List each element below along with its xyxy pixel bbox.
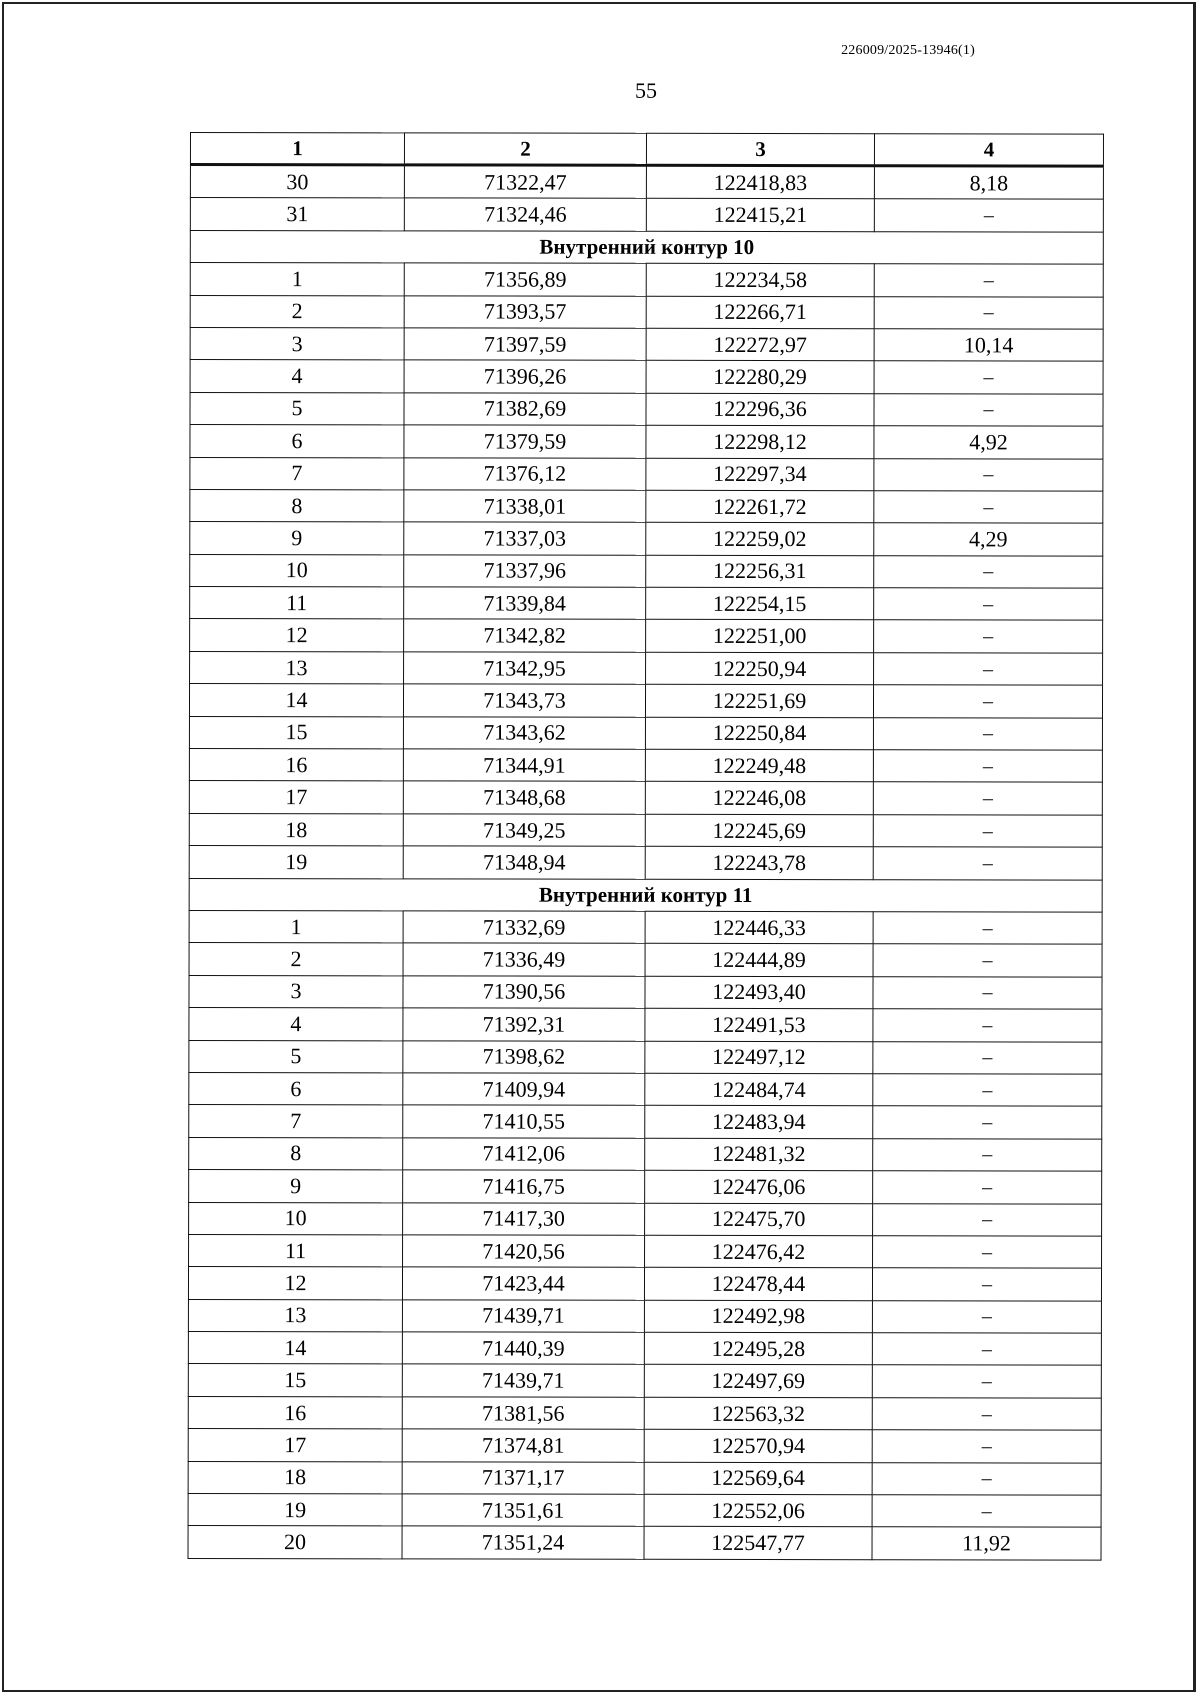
- x-coordinate-cell: 71379,59: [404, 425, 646, 458]
- point-number-cell: 10: [190, 554, 404, 587]
- point-number-cell: 30: [190, 165, 404, 199]
- page-number: 55: [635, 78, 657, 103]
- coordinates-table: [188, 132, 1104, 1560]
- x-coordinate-cell: 71351,24: [402, 1526, 644, 1559]
- table-row: [190, 587, 1103, 621]
- table-row: [189, 975, 1102, 1009]
- distance-cell: –: [874, 620, 1103, 653]
- y-coordinate-cell: 122492,98: [644, 1300, 872, 1333]
- x-coordinate-cell: 71398,62: [403, 1040, 645, 1073]
- table-row: [189, 910, 1102, 944]
- y-coordinate-cell: 122272,97: [646, 328, 874, 361]
- distance-cell: –: [873, 976, 1102, 1009]
- distance-cell: 4,29: [874, 523, 1103, 556]
- y-coordinate-cell: 122256,31: [646, 555, 874, 588]
- table-row: [190, 392, 1103, 426]
- point-number-cell: 8: [189, 1137, 403, 1170]
- y-coordinate-cell: 122254,15: [646, 587, 874, 620]
- point-number-cell: 11: [190, 587, 404, 620]
- table-row: [189, 1105, 1102, 1139]
- x-coordinate-cell: 71348,94: [403, 846, 645, 879]
- distance-cell: –: [874, 653, 1103, 686]
- distance-cell: –: [874, 296, 1103, 329]
- table-row: [188, 1364, 1101, 1398]
- x-coordinate-cell: 71371,17: [402, 1461, 644, 1494]
- y-coordinate-cell: 122484,74: [645, 1073, 873, 1106]
- distance-cell: –: [873, 1171, 1102, 1204]
- table-header: [190, 133, 1103, 167]
- point-number-cell: 11: [189, 1234, 403, 1267]
- distance-cell: –: [874, 199, 1103, 232]
- y-coordinate-cell: 122569,64: [644, 1462, 872, 1495]
- point-number-cell: 9: [189, 1170, 403, 1203]
- table-row: [190, 522, 1103, 556]
- point-number-cell: 14: [189, 684, 403, 717]
- x-coordinate-cell: 71337,96: [404, 555, 646, 588]
- table-row: [189, 1170, 1102, 1204]
- point-number-cell: 7: [189, 1105, 403, 1138]
- point-number-cell: 3: [189, 975, 403, 1008]
- x-coordinate-cell: 71412,06: [403, 1138, 645, 1171]
- point-number-cell: 17: [189, 781, 403, 814]
- y-coordinate-cell: 122495,28: [644, 1332, 872, 1365]
- table-row: [189, 1040, 1102, 1074]
- table-row: [190, 295, 1103, 329]
- table-row: [189, 943, 1102, 977]
- y-coordinate-cell: 122298,12: [646, 425, 874, 458]
- y-coordinate-cell: 122481,32: [645, 1138, 873, 1171]
- point-number-cell: 13: [188, 1299, 402, 1332]
- distance-cell: 4,92: [874, 426, 1103, 459]
- table-row: [188, 1267, 1101, 1301]
- x-coordinate-cell: 71382,69: [404, 393, 646, 426]
- column-header-2: 2: [404, 133, 646, 165]
- point-number-cell: 5: [190, 392, 404, 425]
- table-body: [188, 165, 1103, 1560]
- table-row: [189, 1008, 1102, 1042]
- distance-cell: –: [874, 491, 1103, 524]
- table-row: [188, 1299, 1101, 1333]
- x-coordinate-cell: 71349,25: [403, 814, 645, 847]
- x-coordinate-cell: 71439,71: [402, 1364, 644, 1397]
- point-number-cell: 15: [188, 1364, 402, 1397]
- point-number-cell: 12: [190, 619, 404, 652]
- table-row: [189, 716, 1102, 750]
- point-number-cell: 19: [188, 1494, 402, 1527]
- x-coordinate-cell: 71332,69: [403, 911, 645, 944]
- distance-cell: –: [874, 588, 1103, 621]
- point-number-cell: 13: [190, 651, 404, 684]
- column-header-1: 1: [190, 133, 404, 165]
- point-number-cell: 19: [189, 846, 403, 879]
- x-coordinate-cell: 71417,30: [403, 1202, 645, 1235]
- table-row: [189, 1072, 1102, 1106]
- section-title: Внутренний контур 11: [189, 878, 1102, 912]
- table-row: [188, 1526, 1101, 1560]
- document-id: 226009/2025-13946(1): [841, 43, 975, 58]
- point-number-cell: 16: [188, 1396, 402, 1429]
- x-coordinate-cell: 71420,56: [403, 1235, 645, 1268]
- table-row: [189, 749, 1102, 783]
- y-coordinate-cell: 122563,32: [644, 1397, 872, 1430]
- x-coordinate-cell: 71339,84: [404, 587, 646, 620]
- distance-cell: –: [873, 815, 1102, 848]
- point-number-cell: 9: [190, 522, 404, 555]
- x-coordinate-cell: 71344,91: [403, 749, 645, 782]
- table-row: [188, 1494, 1101, 1528]
- table-row: [190, 165, 1103, 200]
- distance-cell: –: [872, 1268, 1101, 1301]
- y-coordinate-cell: 122444,89: [645, 944, 873, 977]
- table-row: [188, 1332, 1101, 1366]
- x-coordinate-cell: 71397,59: [404, 328, 646, 361]
- table-row: [190, 619, 1103, 653]
- distance-cell: –: [872, 1300, 1101, 1333]
- y-coordinate-cell: 122246,08: [645, 782, 873, 815]
- y-coordinate-cell: 122280,29: [646, 361, 874, 394]
- x-coordinate-cell: 71396,26: [404, 360, 646, 393]
- section-row: [190, 230, 1103, 264]
- distance-cell: –: [873, 717, 1102, 750]
- header-row: [190, 133, 1103, 167]
- y-coordinate-cell: 122547,77: [644, 1527, 872, 1560]
- x-coordinate-cell: 71423,44: [402, 1267, 644, 1300]
- point-number-cell: 7: [190, 457, 404, 490]
- section-title: Внутренний контур 10: [190, 230, 1103, 264]
- point-number-cell: 1: [190, 263, 404, 296]
- distance-cell: –: [873, 750, 1102, 783]
- y-coordinate-cell: 122483,94: [645, 1106, 873, 1139]
- point-number-cell: 15: [189, 716, 403, 749]
- table-row: [189, 1234, 1102, 1268]
- column-header-4: 4: [874, 134, 1103, 166]
- y-coordinate-cell: 122475,70: [645, 1203, 873, 1236]
- point-number-cell: 1: [189, 910, 403, 943]
- x-coordinate-cell: 71392,31: [403, 1008, 645, 1041]
- y-coordinate-cell: 122245,69: [645, 814, 873, 847]
- distance-cell: –: [874, 361, 1103, 394]
- y-coordinate-cell: 122415,21: [646, 199, 874, 232]
- point-number-cell: 16: [189, 749, 403, 782]
- table-row: [189, 781, 1102, 815]
- distance-cell: 11,92: [872, 1527, 1101, 1560]
- x-coordinate-cell: 71343,62: [403, 717, 645, 750]
- distance-cell: –: [872, 1495, 1101, 1528]
- distance-cell: –: [873, 1138, 1102, 1171]
- y-coordinate-cell: 122491,53: [645, 1008, 873, 1041]
- y-coordinate-cell: 122250,94: [646, 652, 874, 685]
- point-number-cell: 6: [190, 425, 404, 458]
- y-coordinate-cell: 122251,00: [646, 620, 874, 653]
- table-row: [190, 457, 1103, 491]
- x-coordinate-cell: 71343,73: [403, 684, 645, 717]
- section-row: [189, 878, 1102, 912]
- column-header-3: 3: [646, 133, 874, 165]
- x-coordinate-cell: 71356,89: [404, 263, 646, 296]
- table-row: [190, 425, 1103, 459]
- distance-cell: –: [873, 782, 1102, 815]
- x-coordinate-cell: 71440,39: [402, 1332, 644, 1365]
- x-coordinate-cell: 71337,03: [404, 522, 646, 555]
- table-row: [189, 846, 1102, 880]
- y-coordinate-cell: 122249,48: [645, 749, 873, 782]
- y-coordinate-cell: 122261,72: [646, 490, 874, 523]
- distance-cell: –: [873, 1041, 1102, 1074]
- table-row: [190, 489, 1103, 523]
- x-coordinate-cell: 71439,71: [402, 1300, 644, 1333]
- table-row: [190, 360, 1103, 394]
- distance-cell: –: [873, 1074, 1102, 1107]
- distance-cell: –: [872, 1462, 1101, 1495]
- distance-cell: –: [874, 458, 1103, 491]
- x-coordinate-cell: 71409,94: [403, 1073, 645, 1106]
- table-row: [188, 1461, 1101, 1495]
- y-coordinate-cell: 122243,78: [645, 846, 873, 879]
- distance-cell: –: [874, 555, 1103, 588]
- y-coordinate-cell: 122497,69: [644, 1365, 872, 1398]
- y-coordinate-cell: 122476,42: [645, 1235, 873, 1268]
- distance-cell: –: [872, 1430, 1101, 1463]
- point-number-cell: 6: [189, 1072, 403, 1105]
- point-number-cell: 14: [188, 1332, 402, 1365]
- point-number-cell: 2: [189, 943, 403, 976]
- y-coordinate-cell: 122266,71: [646, 296, 874, 329]
- y-coordinate-cell: 122446,33: [645, 911, 873, 944]
- table-row: [189, 813, 1102, 847]
- point-number-cell: 8: [190, 489, 404, 522]
- x-coordinate-cell: 71351,61: [402, 1494, 644, 1527]
- point-number-cell: 5: [189, 1040, 403, 1073]
- point-number-cell: 31: [190, 198, 404, 231]
- table-row: [188, 1396, 1101, 1430]
- x-coordinate-cell: 71410,55: [403, 1105, 645, 1138]
- distance-cell: –: [873, 1009, 1102, 1042]
- table-row: [189, 684, 1102, 718]
- y-coordinate-cell: 122497,12: [645, 1041, 873, 1074]
- point-number-cell: 4: [189, 1008, 403, 1041]
- table-row: [188, 1429, 1101, 1463]
- distance-cell: –: [872, 1365, 1101, 1398]
- y-coordinate-cell: 122296,36: [646, 393, 874, 426]
- x-coordinate-cell: 71322,47: [404, 165, 646, 199]
- distance-cell: –: [872, 1333, 1101, 1366]
- table-row: [190, 651, 1103, 685]
- y-coordinate-cell: 122251,69: [645, 685, 873, 718]
- distance-cell: 8,18: [874, 166, 1103, 200]
- table-row: [189, 1137, 1102, 1171]
- point-number-cell: 18: [189, 813, 403, 846]
- point-number-cell: 2: [190, 295, 404, 328]
- y-coordinate-cell: 122478,44: [644, 1268, 872, 1301]
- distance-cell: –: [873, 1236, 1102, 1269]
- distance-cell: –: [873, 912, 1102, 945]
- table-row: [190, 263, 1103, 297]
- distance-cell: –: [874, 393, 1103, 426]
- x-coordinate-cell: 71416,75: [403, 1170, 645, 1203]
- x-coordinate-cell: 71390,56: [403, 976, 645, 1009]
- point-number-cell: 3: [190, 327, 404, 360]
- point-number-cell: 20: [188, 1526, 402, 1559]
- x-coordinate-cell: 71336,49: [403, 943, 645, 976]
- y-coordinate-cell: 122234,58: [646, 263, 874, 296]
- table-row: [190, 198, 1103, 232]
- point-number-cell: 10: [189, 1202, 403, 1235]
- table-row: [189, 1202, 1102, 1236]
- distance-cell: –: [873, 1106, 1102, 1139]
- point-number-cell: 4: [190, 360, 404, 393]
- x-coordinate-cell: 71342,82: [404, 619, 646, 652]
- y-coordinate-cell: 122476,06: [645, 1170, 873, 1203]
- x-coordinate-cell: 71338,01: [404, 490, 646, 523]
- distance-cell: –: [873, 685, 1102, 718]
- y-coordinate-cell: 122552,06: [644, 1494, 872, 1527]
- distance-cell: 10,14: [874, 329, 1103, 362]
- y-coordinate-cell: 122418,83: [646, 165, 874, 199]
- distance-cell: –: [873, 1203, 1102, 1236]
- point-number-cell: 17: [188, 1429, 402, 1462]
- y-coordinate-cell: 122259,02: [646, 523, 874, 556]
- x-coordinate-cell: 71376,12: [404, 457, 646, 490]
- x-coordinate-cell: 71393,57: [404, 295, 646, 328]
- distance-cell: –: [874, 264, 1103, 297]
- table-row: [190, 554, 1103, 588]
- x-coordinate-cell: 71374,81: [402, 1429, 644, 1462]
- y-coordinate-cell: 122250,84: [645, 717, 873, 750]
- distance-cell: –: [872, 1398, 1101, 1431]
- y-coordinate-cell: 122297,34: [646, 458, 874, 491]
- x-coordinate-cell: 71381,56: [402, 1397, 644, 1430]
- y-coordinate-cell: 122570,94: [644, 1430, 872, 1463]
- distance-cell: –: [873, 944, 1102, 977]
- point-number-cell: 12: [188, 1267, 402, 1300]
- y-coordinate-cell: 122493,40: [645, 976, 873, 1009]
- x-coordinate-cell: 71348,68: [403, 781, 645, 814]
- x-coordinate-cell: 71324,46: [404, 198, 646, 231]
- distance-cell: –: [873, 847, 1102, 880]
- x-coordinate-cell: 71342,95: [404, 652, 646, 685]
- table-row: [190, 327, 1103, 361]
- point-number-cell: 18: [188, 1461, 402, 1494]
